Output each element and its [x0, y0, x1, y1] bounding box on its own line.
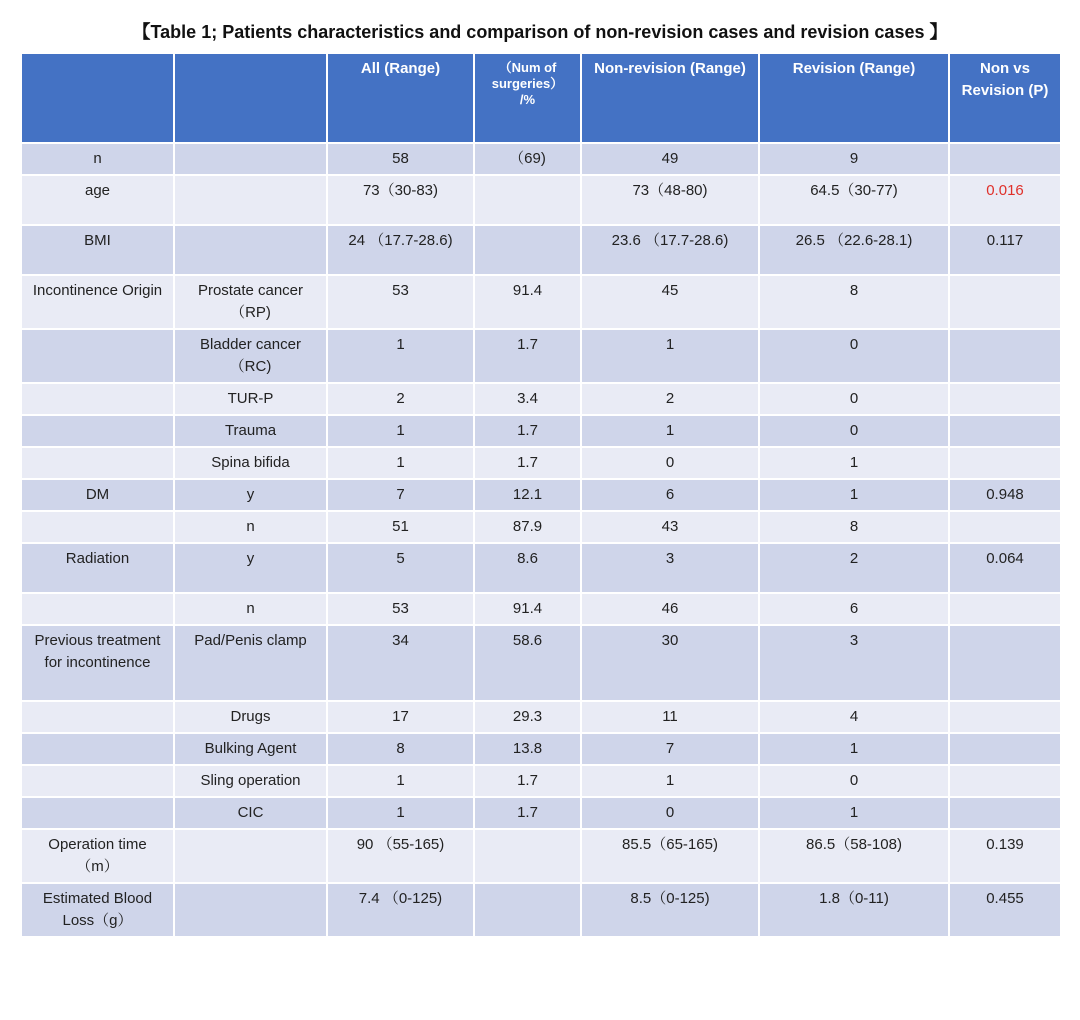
table-cell: 46 [581, 593, 759, 625]
table-cell: CIC [174, 797, 327, 829]
table-cell: 0 [759, 383, 949, 415]
table-row [21, 701, 1061, 733]
table-cell [21, 447, 174, 479]
table-cell [174, 225, 327, 275]
table-cell: 0.016 [949, 175, 1061, 225]
table-cell: 1.7 [474, 765, 581, 797]
table-cell: 53 [327, 275, 474, 329]
table-cell [21, 329, 174, 383]
table-cell [174, 883, 327, 937]
table-cell [949, 447, 1061, 479]
table-cell: 0 [759, 415, 949, 447]
table-cell: 43 [581, 511, 759, 543]
table-body [21, 143, 1061, 937]
table-cell: 3 [581, 543, 759, 593]
table-cell [21, 733, 174, 765]
table-cell: 11 [581, 701, 759, 733]
table-cell: 24 （17.7-28.6) [327, 225, 474, 275]
table-cell: 0.455 [949, 883, 1061, 937]
table-cell: 1.7 [474, 415, 581, 447]
table-cell: 73（48-80) [581, 175, 759, 225]
table-cell: 1 [581, 765, 759, 797]
table-cell: Radiation [21, 543, 174, 593]
table-cell [474, 225, 581, 275]
table-row [21, 797, 1061, 829]
header-cell: Non vs Revision (P) [949, 53, 1061, 143]
characteristics-table [20, 52, 1062, 938]
table-row [21, 415, 1061, 447]
table-cell: 23.6 （17.7-28.6) [581, 225, 759, 275]
table-cell: Prostate cancer （RP) [174, 275, 327, 329]
table-row [21, 275, 1061, 329]
table-cell [949, 625, 1061, 701]
table-cell: 49 [581, 143, 759, 175]
table-cell: 1 [759, 797, 949, 829]
table-cell: 58.6 [474, 625, 581, 701]
table-row [21, 511, 1061, 543]
table-cell: Estimated Blood Loss（g） [21, 883, 174, 937]
table-cell [21, 511, 174, 543]
table-cell: Bulking Agent [174, 733, 327, 765]
table-cell: 0.139 [949, 829, 1061, 883]
table-row [21, 625, 1061, 701]
table-cell [949, 275, 1061, 329]
table-cell [474, 829, 581, 883]
table-cell: DM [21, 479, 174, 511]
table-cell: Drugs [174, 701, 327, 733]
table-cell [21, 765, 174, 797]
table-cell [949, 329, 1061, 383]
table-cell: 45 [581, 275, 759, 329]
table-cell: 1 [759, 447, 949, 479]
table-cell: Bladder cancer （RC) [174, 329, 327, 383]
table-row [21, 543, 1061, 593]
table-cell: 58 [327, 143, 474, 175]
table-cell: 73（30-83) [327, 175, 474, 225]
table-cell: 1 [759, 733, 949, 765]
table-cell: n [174, 593, 327, 625]
table-cell [21, 383, 174, 415]
table-cell [949, 415, 1061, 447]
table-row [21, 225, 1061, 275]
table-cell: 34 [327, 625, 474, 701]
header-cell: Revision (Range) [759, 53, 949, 143]
header-row [21, 53, 1061, 143]
table-cell [174, 175, 327, 225]
table-cell: TUR-P [174, 383, 327, 415]
table-cell: 4 [759, 701, 949, 733]
table-cell: 1 [327, 415, 474, 447]
table-cell [21, 593, 174, 625]
table-cell: n [21, 143, 174, 175]
table-cell: 6 [581, 479, 759, 511]
table-cell: age [21, 175, 174, 225]
table-cell: 2 [759, 543, 949, 593]
table-cell [949, 593, 1061, 625]
table-cell: 9 [759, 143, 949, 175]
table-cell: 13.8 [474, 733, 581, 765]
table-cell: BMI [21, 225, 174, 275]
table-cell: 1 [327, 329, 474, 383]
table-row [21, 829, 1061, 883]
table-cell [949, 797, 1061, 829]
table-cell: 0.064 [949, 543, 1061, 593]
table-cell: 1.8（0-11) [759, 883, 949, 937]
table-cell: 1 [327, 447, 474, 479]
table-cell: 1 [581, 329, 759, 383]
table-cell: 3 [759, 625, 949, 701]
table-cell: 0 [759, 329, 949, 383]
table-cell [174, 829, 327, 883]
table-cell: 0 [759, 765, 949, 797]
table-cell: 8 [759, 511, 949, 543]
table-row [21, 175, 1061, 225]
table-cell: 0.117 [949, 225, 1061, 275]
table-cell: 3.4 [474, 383, 581, 415]
header-cell: （Num of surgeries） /% [474, 53, 581, 143]
table-cell: 7 [581, 733, 759, 765]
header-cell: Non-revision (Range) [581, 53, 759, 143]
table-cell: 86.5（58-108) [759, 829, 949, 883]
table-cell: Operation time （m） [21, 829, 174, 883]
table-cell: 51 [327, 511, 474, 543]
table-cell [949, 511, 1061, 543]
table-cell: 1.7 [474, 447, 581, 479]
table-cell: 0 [581, 797, 759, 829]
table-cell: Incontinence Origin [21, 275, 174, 329]
table-cell: 91.4 [474, 275, 581, 329]
table-cell: 2 [581, 383, 759, 415]
table-row [21, 593, 1061, 625]
header-cell: All (Range) [327, 53, 474, 143]
table-cell: 2 [327, 383, 474, 415]
table-row [21, 765, 1061, 797]
table-cell [21, 415, 174, 447]
table-cell [474, 883, 581, 937]
table-cell: y [174, 479, 327, 511]
table-cell: （69) [474, 143, 581, 175]
table-cell: Previous treatment for incontinence [21, 625, 174, 701]
table-cell [949, 765, 1061, 797]
table-row [21, 447, 1061, 479]
table-cell: 29.3 [474, 701, 581, 733]
table-cell [949, 383, 1061, 415]
table-cell: 0.948 [949, 479, 1061, 511]
table-row [21, 479, 1061, 511]
table-cell [474, 175, 581, 225]
table-cell [21, 701, 174, 733]
table-cell: 6 [759, 593, 949, 625]
table-cell [949, 143, 1061, 175]
table-cell: 26.5 （22.6-28.1) [759, 225, 949, 275]
table-cell: 12.1 [474, 479, 581, 511]
table-cell: 64.5（30-77) [759, 175, 949, 225]
table-cell: 8 [327, 733, 474, 765]
table-cell: 1 [759, 479, 949, 511]
table-cell: Spina bifida [174, 447, 327, 479]
table-cell: 90 （55-165) [327, 829, 474, 883]
table-cell: 85.5（65-165) [581, 829, 759, 883]
table-cell: 8 [759, 275, 949, 329]
table-cell [949, 701, 1061, 733]
table-cell: y [174, 543, 327, 593]
table-row [21, 733, 1061, 765]
table-row [21, 883, 1061, 937]
table-cell: 91.4 [474, 593, 581, 625]
table-cell [949, 733, 1061, 765]
table-cell: 8.6 [474, 543, 581, 593]
table-cell: 5 [327, 543, 474, 593]
table-cell: 0 [581, 447, 759, 479]
table-row [21, 329, 1061, 383]
table-row [21, 383, 1061, 415]
table-cell: 7.4 （0-125) [327, 883, 474, 937]
table-cell [174, 143, 327, 175]
table-title: 【Table 1; Patients characteristics and comparison of non-revision cases and revision cases 】 [132, 22, 948, 42]
table-cell: 8.5（0-125) [581, 883, 759, 937]
table-cell: Pad/Penis clamp [174, 625, 327, 701]
header-cell [174, 53, 327, 143]
table-cell: 1 [327, 765, 474, 797]
table-cell: 87.9 [474, 511, 581, 543]
table-cell: 30 [581, 625, 759, 701]
table-cell: 1.7 [474, 329, 581, 383]
table-cell: 17 [327, 701, 474, 733]
table-cell: 1 [581, 415, 759, 447]
table-row [21, 143, 1061, 175]
table-cell [21, 797, 174, 829]
table-cell: Trauma [174, 415, 327, 447]
header-cell [21, 53, 174, 143]
table-cell: n [174, 511, 327, 543]
table-cell: 7 [327, 479, 474, 511]
table-cell: 1.7 [474, 797, 581, 829]
table-cell: 53 [327, 593, 474, 625]
table-cell: 1 [327, 797, 474, 829]
table-cell: Sling operation [174, 765, 327, 797]
